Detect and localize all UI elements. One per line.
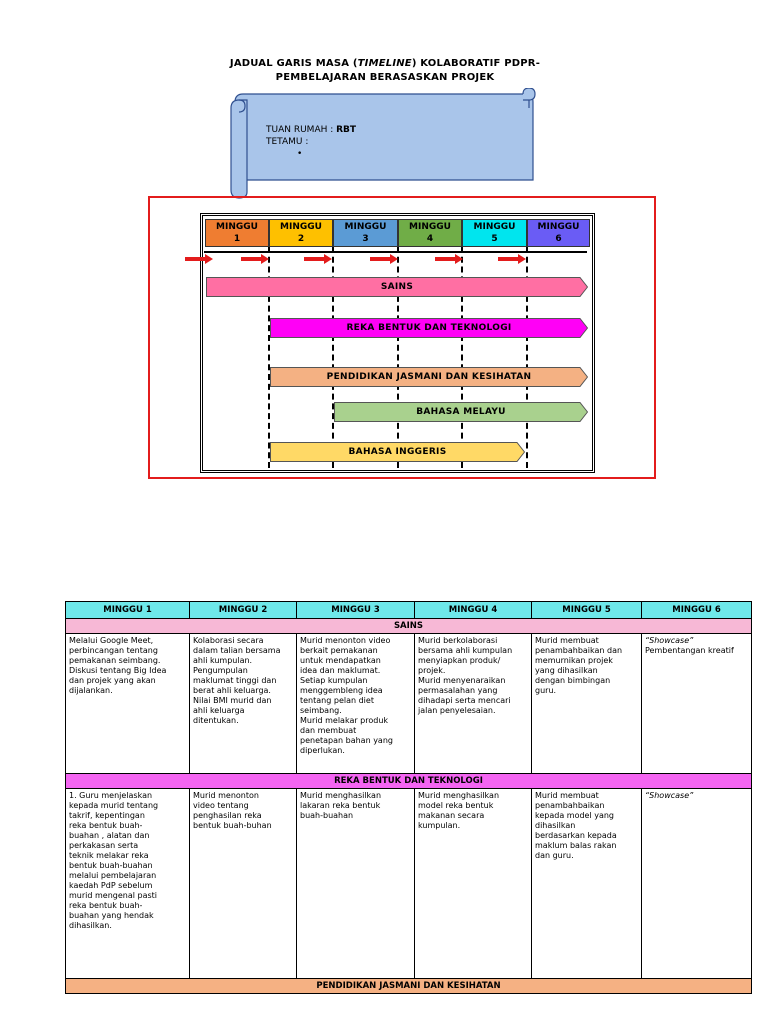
table-cell: “Showcase” xyxy=(642,789,752,979)
title-line-1: JADUAL GARIS MASA (TIMELINE) KOLABORATIF PDPR- xyxy=(229,58,541,69)
table-cell: Murid berkolaborasi bersama ahli kumpulan menyiapkan produk/ projek. Murid menyenaraikan permasalahan yang dihadapi serta mencari jalan penyelesaian. xyxy=(415,634,532,774)
table-cell: Murid menonton video tentang penghasilan reka bentuk buah-buhan xyxy=(190,789,297,979)
title-italic-word: TIMELINE xyxy=(357,58,412,69)
subject-bar-label: BAHASA MELAYU xyxy=(416,407,506,417)
week-header-5: MINGGU 5 xyxy=(462,219,527,247)
week-arrow-5 xyxy=(435,254,463,264)
header-week-2: MINGGU 2 xyxy=(190,602,297,619)
section-row-reka-bentuk xyxy=(66,774,752,789)
section-title: SAINS xyxy=(66,619,752,634)
host-line: TUAN RUMAH : RBT xyxy=(266,125,357,135)
week-arrow-6 xyxy=(498,254,526,264)
subject-bar-2 xyxy=(270,318,588,338)
header-week-5: MINGGU 5 xyxy=(532,602,642,619)
table-header-row xyxy=(66,602,752,619)
guest-bullet: • xyxy=(297,149,303,159)
guest-line: TETAMU : xyxy=(266,137,309,147)
table-cell: Melalui Google Meet, perbincangan tentang pemakanan seimbang. Diskusi tentang Big Idea dan projek yang akan dijalankan. xyxy=(66,634,190,774)
week-arrow-4 xyxy=(370,254,398,264)
host-value: RBT xyxy=(336,125,357,135)
header-week-3: MINGGU 3 xyxy=(297,602,415,619)
table-cell: 1. Guru menjelaskan kepada murid tentang takrif, kepentingan reka bentuk buah- buahan , alatan dan perkakasan serta teknik melakar reka bentuk buah-buahan melalui pembelajaran kaedah PdP sebelum murid mengenal pasti reka bentuk buah- buahan yang hendak dihasilkan. xyxy=(66,789,190,979)
title-line-2: PEMBELAJARAN BERASASKAN PROJEK xyxy=(275,72,495,83)
table-row xyxy=(66,789,752,979)
table-cell: Murid menghasilkan model reka bentuk makanan secara kumpulan. xyxy=(415,789,532,979)
table-row xyxy=(66,634,752,774)
week-arrow-3 xyxy=(304,254,332,264)
subject-bar-5 xyxy=(270,442,525,462)
week-header-1: MINGGU 1 xyxy=(205,219,269,247)
document-title xyxy=(160,57,610,85)
subject-bar-label: BAHASA INGGERIS xyxy=(348,447,447,457)
section-row-sains xyxy=(66,619,752,634)
subject-bar-4 xyxy=(334,402,588,422)
subject-bar-label: REKA BENTUK DAN TEKNOLOGI xyxy=(346,323,512,333)
table-cell: Murid menghasilkan lakaran reka bentuk buah-buahan xyxy=(297,789,415,979)
week-header-6: MINGGU 6 xyxy=(527,219,590,247)
week-header-4: MINGGU 4 xyxy=(398,219,462,247)
timeline-axis-line xyxy=(204,251,587,253)
subject-bar-label: SAINS xyxy=(380,282,414,292)
table-cell: Murid membuat penambahbaikan dan memurnikan projek yang dihasilkan dengan bimbingan guru. xyxy=(532,634,642,774)
header-week-4: MINGGU 4 xyxy=(415,602,532,619)
section-row-pendidikan-jasmani xyxy=(66,979,752,994)
section-title: REKA BENTUK DAN TEKNOLOGI xyxy=(66,774,752,789)
week-header-3: MINGGU 3 xyxy=(333,219,398,247)
header-week-6: MINGGU 6 xyxy=(642,602,752,619)
table-cell: “Showcase” Pembentangan kreatif xyxy=(642,634,752,774)
table-cell: Kolaborasi secara dalam talian bersama ahli kumpulan. Pengumpulan maklumat tinggi dan berat ahli keluarga. Nilai BMI murid dan ahli keluarga ditentukan. xyxy=(190,634,297,774)
week-header-2: MINGGU 2 xyxy=(269,219,333,247)
subject-bar-3 xyxy=(270,367,588,387)
scroll-text xyxy=(266,124,356,160)
week-arrow-1 xyxy=(185,254,213,264)
weekly-plan-table xyxy=(65,601,752,994)
subject-bar-label: PENDIDIKAN JASMANI DAN KESIHATAN xyxy=(326,372,532,382)
week-arrow-2 xyxy=(241,254,269,264)
section-title: PENDIDIKAN JASMANI DAN KESIHATAN xyxy=(66,979,752,994)
table-cell: Murid menonton video berkait pemakanan untuk mendapatkan idea dan maklumat. Setiap kumpulan menggembleng idea tentang pelan diet seimbang. Murid melakar produk dan membuat penetapan bahan yang diperlukan. xyxy=(297,634,415,774)
header-week-1: MINGGU 1 xyxy=(66,602,190,619)
table-cell: Murid membuat penambahbaikan kepada model yang dihasilkan berdasarkan kepada maklum balas rakan dan guru. xyxy=(532,789,642,979)
subject-bar-1 xyxy=(206,277,588,297)
